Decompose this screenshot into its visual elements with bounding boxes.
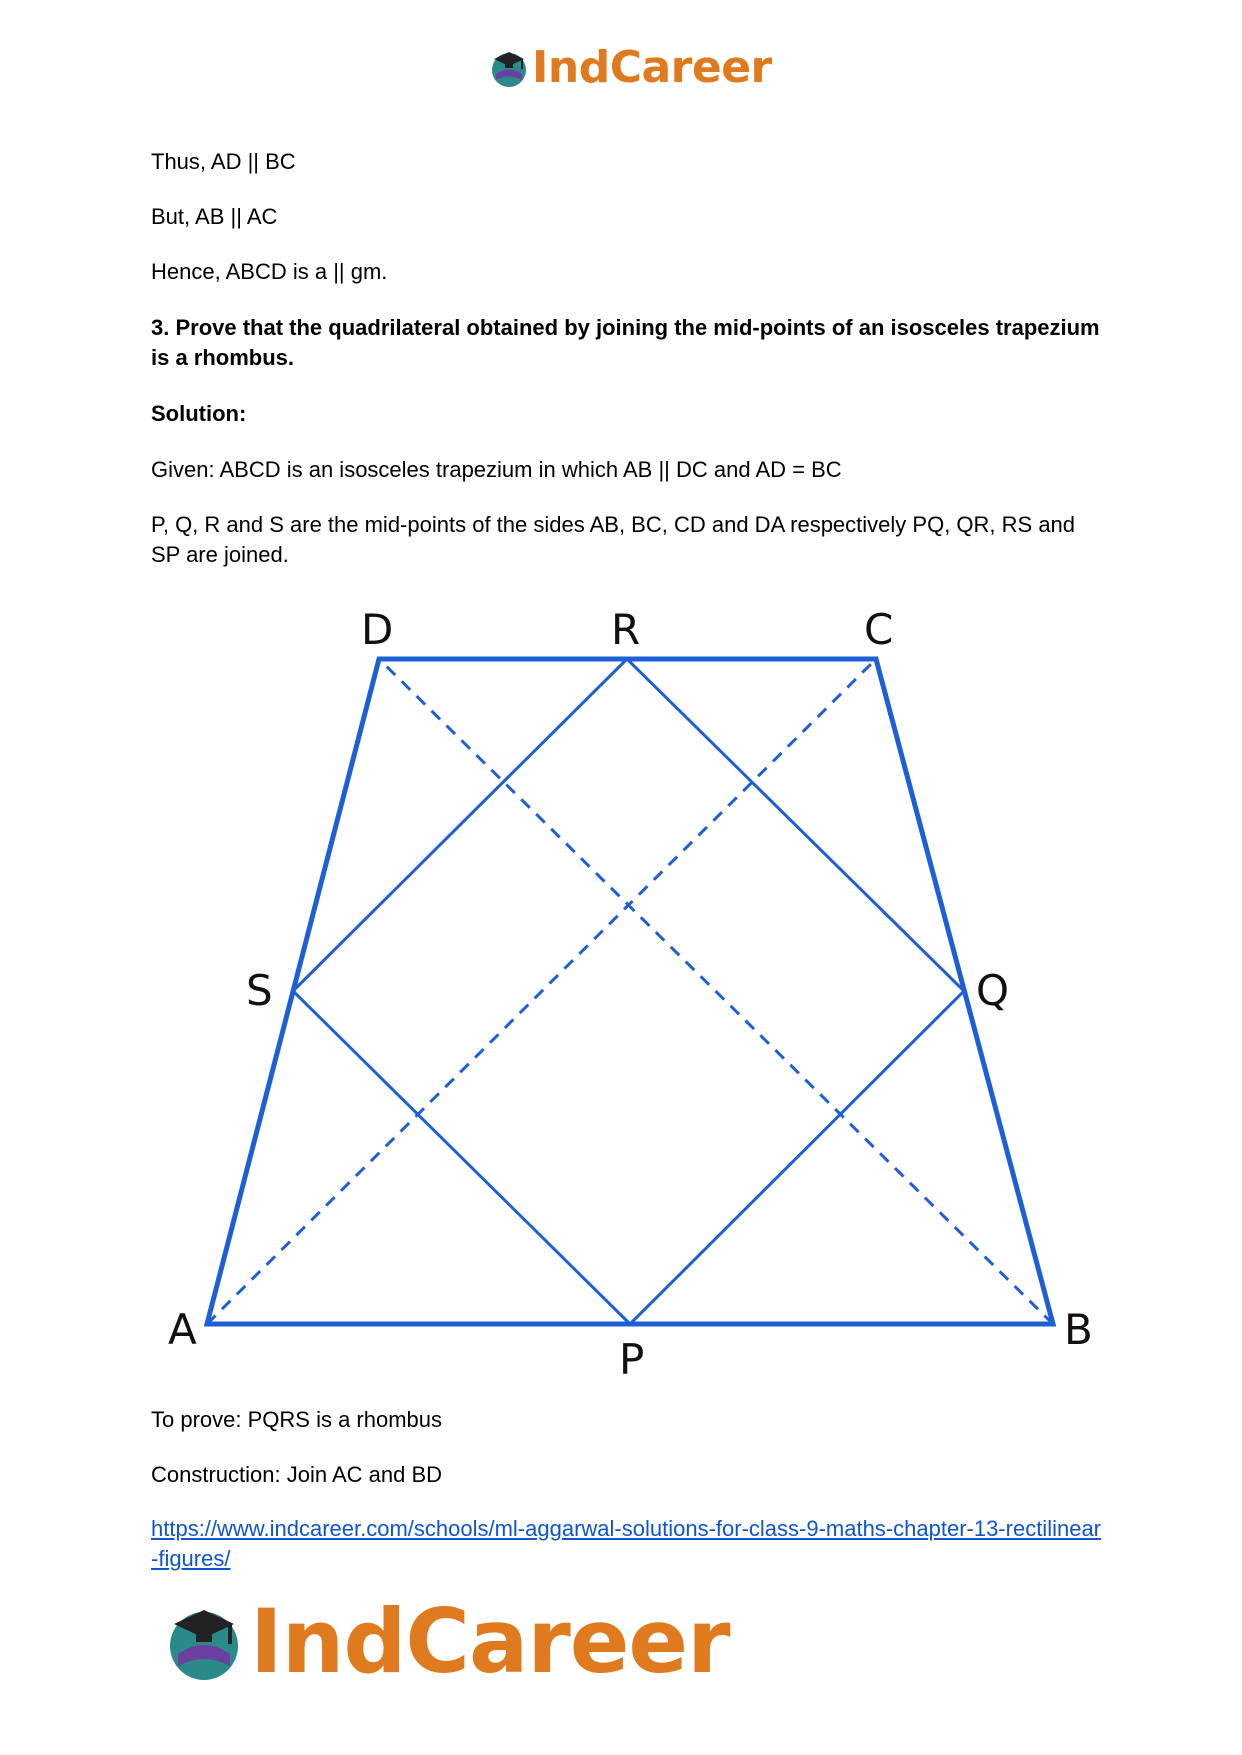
- paragraph-thus: Thus, AD || BC: [151, 149, 296, 174]
- midpoint-label-r: R: [611, 605, 641, 654]
- construction-statement: Construction: Join AC and BD: [151, 1462, 443, 1487]
- logo-wordmark: IndCareer: [532, 42, 772, 93]
- midpoint-label-s: S: [246, 966, 273, 1015]
- given-statement: Given: ABCD is an isosceles trapezium in which AB || DC and AD = BC: [151, 457, 842, 482]
- midpoint-label-q: Q: [976, 966, 1010, 1015]
- question-heading: 3. Prove that the quadrilateral obtained by joining the mid-points of an isosceles trapezium is a rhombus.: [151, 315, 1100, 370]
- indcareer-logo-header[interactable]: [488, 42, 772, 93]
- graduation-globe-icon: [162, 1600, 246, 1684]
- vertex-label-c: C: [864, 605, 894, 654]
- indcareer-logo-footer[interactable]: [162, 1590, 730, 1693]
- diagonal-ac: [207, 659, 876, 1324]
- vertex-label-d: D: [361, 605, 394, 654]
- midpoint-label-p: P: [619, 1335, 645, 1384]
- graduation-globe-icon: [488, 47, 530, 89]
- paragraph-hence: Hence, ABCD is a || gm.: [151, 259, 388, 284]
- diagonal-bd: [379, 659, 1053, 1324]
- vertex-label-a: A: [168, 1305, 197, 1354]
- solution-heading: Solution:: [151, 401, 247, 426]
- source-link[interactable]: https://www.indcareer.com/schools/ml-aggarwal-solutions-for-class-9-maths-chapter-13-rectilinear-figures/: [151, 1516, 1102, 1571]
- midpoints-statement: P, Q, R and S are the mid-points of the sides AB, BC, CD and DA respectively PQ, QR, RS and SP are joined.: [151, 512, 1076, 567]
- source-link-paragraph: [151, 1514, 1101, 1574]
- to-prove-statement: To prove: PQRS is a rhombus: [151, 1407, 443, 1432]
- paragraph-but: But, AB || AC: [151, 204, 278, 229]
- vertex-label-b: B: [1064, 1305, 1093, 1354]
- logo-wordmark: IndCareer: [250, 1590, 730, 1693]
- trapezium-abcd: [207, 659, 1053, 1324]
- rhombus-pqrs: [293, 659, 964, 1324]
